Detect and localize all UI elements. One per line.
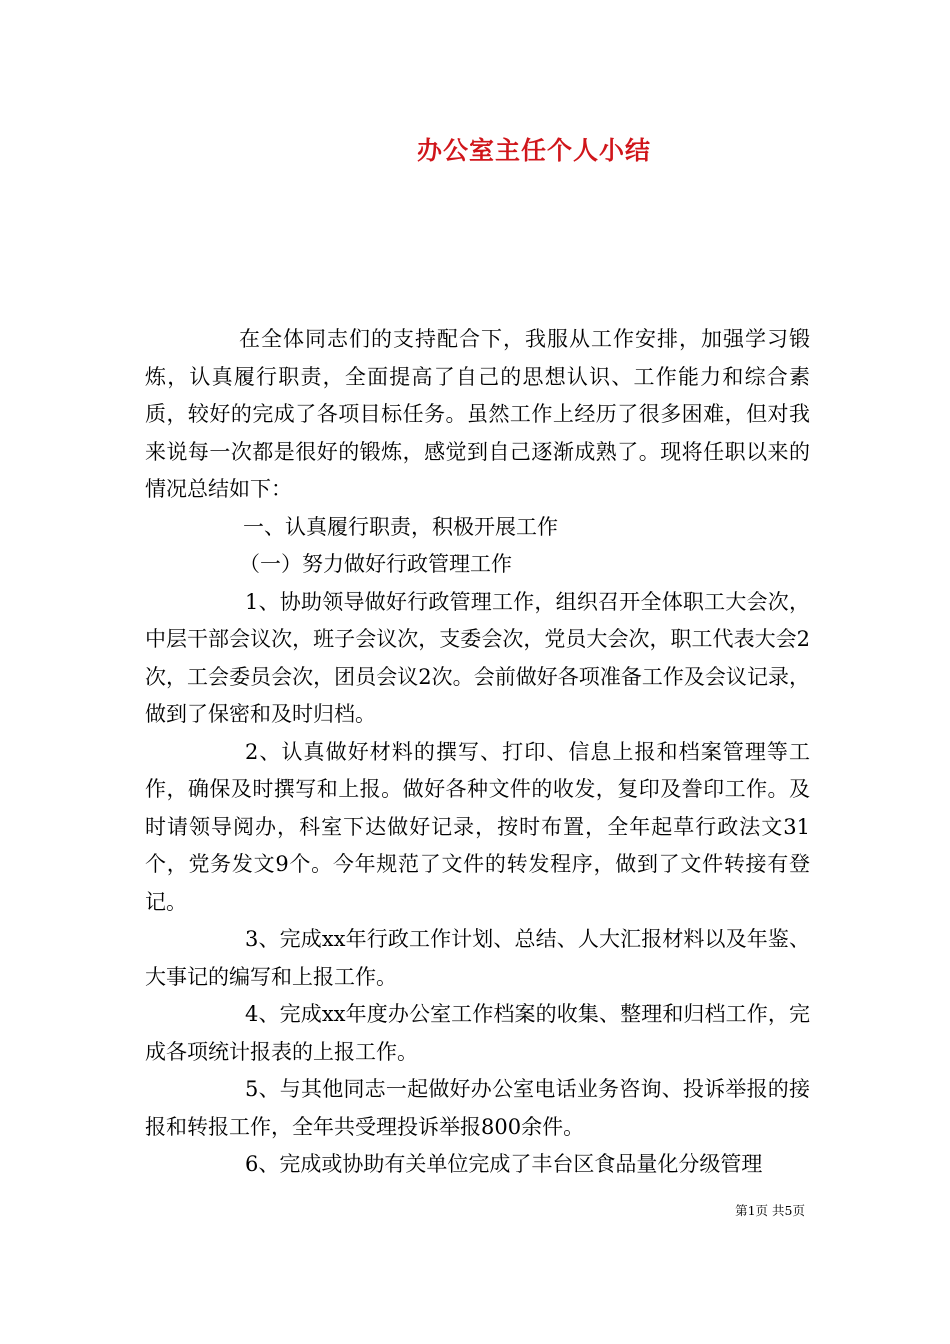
document-title: 办公室主任个人小结 xyxy=(416,136,651,165)
list-item: 1、协助领导做好行政管理工作，组织召开全体职工大会次，中层干部会议次，班子会议次，支委会次，党员大会次，职工代表大会2次，工会委员会次，团员会议2次。会前做好各项准备工作及会议记录，做到了保密和及时归档。 xyxy=(145,589,810,726)
list-item: 4、完成xx年度办公室工作档案的收集、整理和归档工作，完成各项统计报表的上报工作。 xyxy=(145,1002,810,1064)
page-number: 第1页 共5页 xyxy=(735,1203,805,1218)
list-item: 2、认真做好材料的撰写、打印、信息上报和档案管理等工作，确保及时撰写和上报。做好各种文件的收发，复印及誊印工作。及时请领导阅办，科室下达做好记录，按时布置，全年起草行政法文31个，党务发文9个。今年规范了文件的转发程序，做到了文件转接有登记。 xyxy=(145,739,810,914)
section-heading: 一、认真履行职责，积极开展工作 xyxy=(243,514,558,539)
list-item: 5、与其他同志一起做好办公室电话业务咨询、投诉举报的接报和转报工作，全年共受理投诉举报800余件。 xyxy=(145,1077,810,1139)
document-body xyxy=(145,321,810,1184)
list-item: 6、完成或协助有关单位完成了丰台区食品量化分级管理 xyxy=(245,1152,763,1176)
subsection-heading: （一）努力做好行政管理工作 xyxy=(239,552,512,576)
paragraph-intro: 在全体同志们的支持配合下，我服从工作安排，加强学习锻炼，认真履行职责，全面提高了自己的思想认识、工作能力和综合素质，较好的完成了各项目标任务。虽然工作上经历了很多困难，但对我来说每一次都是很好的锻炼，感觉到自己逐渐成熟了。现将任职以来的情况总结如下： xyxy=(145,327,810,501)
list-item: 3、完成xx年行政工作计划、总结、人大汇报材料以及年鉴、大事记的编写和上报工作。 xyxy=(145,927,810,989)
